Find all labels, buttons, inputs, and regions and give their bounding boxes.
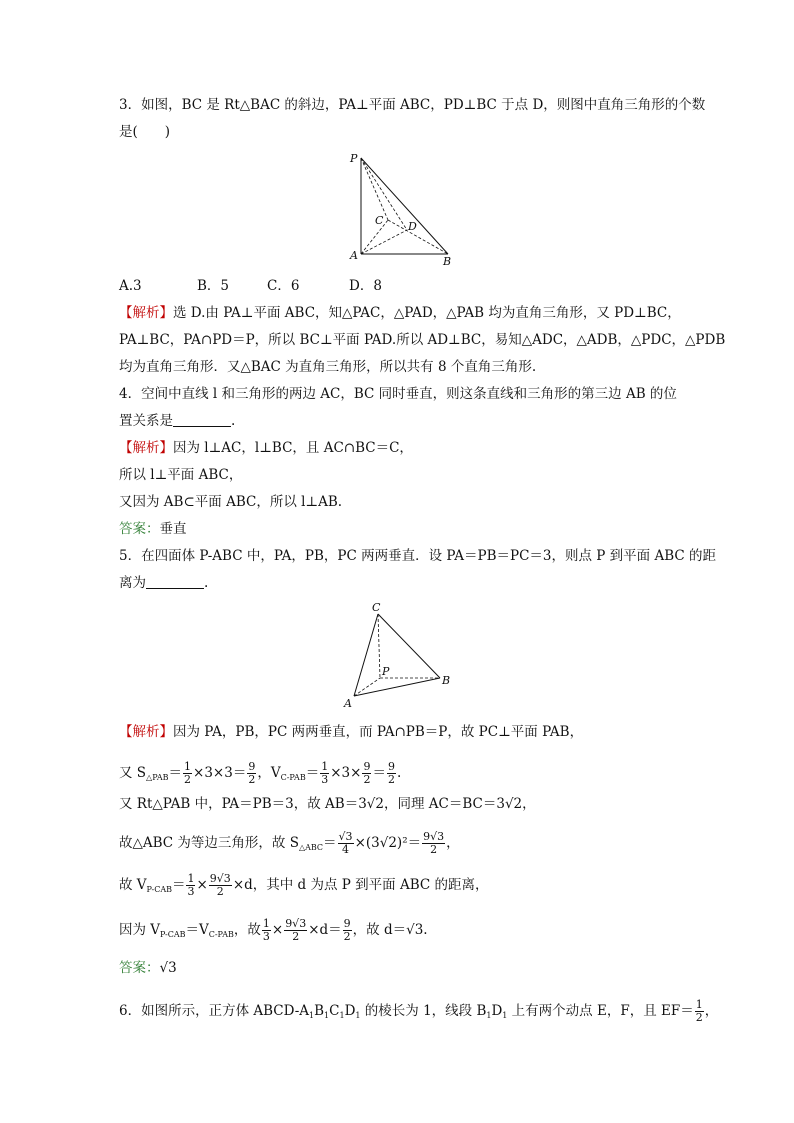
q5-stem-line2: 离为 . bbox=[119, 575, 209, 591]
q3-stem-line2: 是( ) bbox=[119, 124, 171, 140]
option-b: B．5 bbox=[197, 278, 230, 294]
edge-CB bbox=[388, 220, 448, 254]
label-P: P bbox=[350, 152, 358, 165]
q5-solution-line1: 【解析】因为 PA，PB，PC 两两垂直，而 PA∩PB＝P，故 PC⊥平面 PAB， bbox=[119, 724, 584, 740]
label-B: B bbox=[443, 255, 452, 268]
label-C: C bbox=[372, 601, 381, 614]
q3-solution-line1: 【解析】选 D.由 PA⊥平面 ABC，知△PAC，△PAD，△PAB 均为直角三角形，又 PD⊥BC， bbox=[119, 305, 681, 321]
q5-figure bbox=[336, 600, 460, 712]
option-d: D．8 bbox=[349, 278, 382, 294]
label-C: C bbox=[375, 214, 384, 227]
q3-options bbox=[119, 276, 382, 296]
q3-solution-line2: PA⊥BC，PA∩PD＝P，所以 BC⊥平面 PAD.所以 AD⊥BC，易知△ADC，△ADB，△PDC，△PDB bbox=[119, 332, 726, 348]
label-B: B bbox=[442, 674, 451, 687]
q3-solution-line3: 均为直角三角形．又△BAC 为直角三角形，所以共有 8 个直角三角形. bbox=[119, 359, 537, 375]
fraction: $\frac{1}{3}$ bbox=[321, 760, 329, 786]
fraction: $\frac{√3}{4}$ bbox=[338, 830, 353, 856]
q5-solution-line2: 又 $S_{\triangle PAB}=$ $\frac{1}{2}$ ×3×3＝ $\frac{9}{2}$ ，$V_{C-PAB}=$ $\frac{1}{3}$ ×3× $\frac{9}{2}$ ＝ $\frac{9}{2}$ . bbox=[119, 760, 402, 786]
fraction: $\frac{1}{3}$ bbox=[262, 917, 270, 943]
q6-stem-line1: 6．如图所示，正方体 ABCD-$A_1B_1C_1D_1$ 的棱长为 1，线段 $B_1D_1$ 上有两个动点 E，F，且 EF＝ $\frac{1}{2}$ ， bbox=[119, 998, 719, 1024]
q5-solution-line5: 故 $V_{P-CAB}=$ $\frac{1}{3}$ × $\frac{9√3}{2}$ ×d，其中 d 为点 P 到平面 ABC 的距离， bbox=[119, 872, 489, 898]
label-D: D bbox=[408, 220, 417, 233]
answer-label: 答案： bbox=[119, 521, 160, 537]
fraction: $\frac{9}{2}$ bbox=[248, 760, 256, 786]
solution-tag: 【解析】 bbox=[119, 305, 173, 321]
option-a: A.3 bbox=[119, 278, 142, 294]
fraction: $\frac{9}{2}$ bbox=[387, 760, 395, 786]
q4-solution-line3: 又因为 AB⊂平面 ABC，所以 l⊥AB. bbox=[119, 494, 343, 510]
fraction: $\frac{9√3}{2}$ bbox=[423, 830, 445, 856]
fraction: $\frac{9}{2}$ bbox=[363, 760, 371, 786]
option-c: C．6 bbox=[267, 278, 300, 294]
label-A: A bbox=[350, 249, 358, 262]
label-A: A bbox=[344, 697, 352, 710]
fraction: $\frac{9√3}{2}$ bbox=[285, 917, 307, 943]
edge-CA bbox=[354, 614, 378, 696]
q3-stem-line1: 3．如图，BC 是 Rt△BAC 的斜边，PA⊥平面 ABC，PD⊥BC 于点 D，则图中直角三角形的个数 bbox=[119, 97, 706, 113]
q4-solution-line1: 【解析】因为 l⊥AC，l⊥BC，且 AC∩BC＝C， bbox=[119, 440, 413, 456]
q5-stem-line1: 5．在四面体 P-ABC 中，PA，PB，PC 两两垂直．设 PA＝PB＝PC＝3，则点 P 到平面 ABC 的距 bbox=[119, 548, 717, 564]
edge-PC bbox=[361, 158, 388, 220]
solution-tag: 【解析】 bbox=[119, 724, 173, 740]
answer-blank bbox=[173, 412, 231, 427]
edge-AD bbox=[361, 230, 407, 254]
q5-answer: 答案：√3 bbox=[119, 960, 177, 976]
edge-PD bbox=[361, 158, 407, 230]
fraction: $\frac{1}{2}$ bbox=[184, 760, 192, 786]
q5-solution-line6: 因为 $V_{P-CAB}=V_{C-PAB}$，故 $\frac{1}{3}$ × $\frac{9√3}{2}$ ×d＝ $\frac{9}{2}$ ，故 d＝√3. bbox=[119, 917, 428, 943]
q4-solution-line2: 所以 l⊥平面 ABC， bbox=[119, 467, 243, 483]
q5-solution-line4: 故△ABC 为等边三角形，故 $S_{\triangle ABC}=$ $\frac{√3}{4}$ ×(3√2)²＝ $\frac{9√3}{2}$ ， bbox=[119, 830, 460, 856]
fraction: $\frac{9√3}{2}$ bbox=[209, 872, 231, 898]
answer-label: 答案： bbox=[119, 960, 160, 976]
q5-solution-line3: 又 Rt△PAB 中，PA＝PB＝3，故 AB＝3√2，同理 AC＝BC＝3√2， bbox=[119, 796, 536, 812]
q4-stem-line1: 4．空间中直线 l 和三角形的两边 AC，BC 同时垂直，则这条直线和三角形的第三边 AB 的位 bbox=[119, 386, 677, 402]
fraction: $\frac{1}{2}$ bbox=[695, 998, 703, 1024]
fraction: $\frac{9}{2}$ bbox=[343, 917, 351, 943]
q4-stem-line2: 置关系是 . bbox=[119, 413, 236, 429]
label-P: P bbox=[382, 665, 390, 678]
q4-answer: 答案：垂直 bbox=[119, 521, 187, 537]
answer-blank bbox=[146, 574, 204, 589]
edge-CP bbox=[378, 614, 380, 678]
q3-figure bbox=[340, 150, 460, 268]
fraction: $\frac{1}{3}$ bbox=[187, 872, 195, 898]
solution-tag: 【解析】 bbox=[119, 440, 173, 456]
edge-PB bbox=[361, 158, 448, 254]
